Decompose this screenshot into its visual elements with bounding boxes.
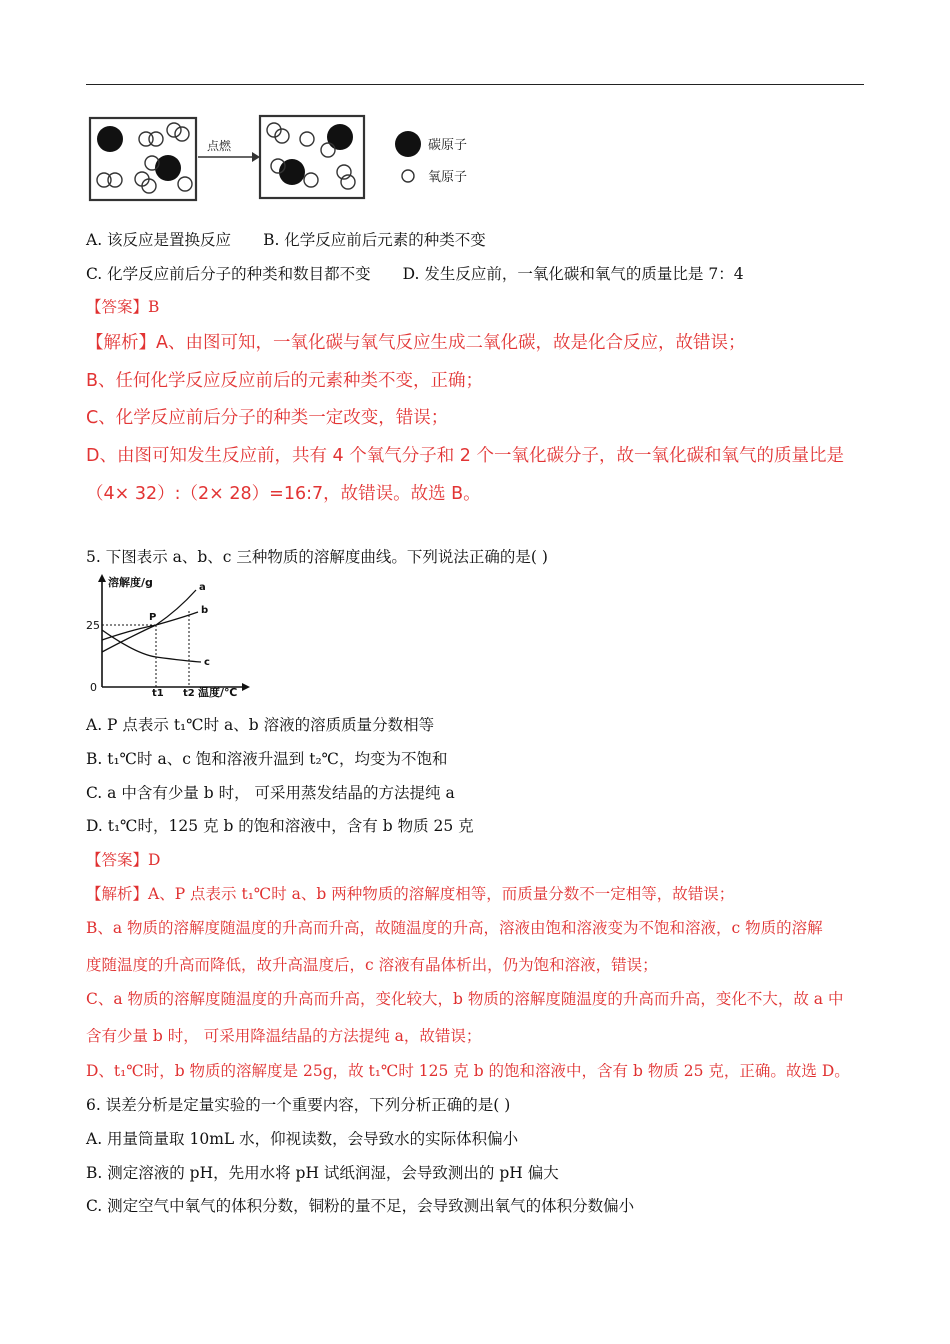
arrow-label: 点燃 — [207, 139, 232, 153]
q4-option-d: D. 发生反应前，一氧化碳和氧气的质量比是 7：4 — [402, 265, 744, 283]
q5-explanation-4: C、a 物质的溶解度随温度的升高而升高，变化较大，b 物质的溶解度随温度的升高而升高，变化不大，故 a 中 — [86, 990, 844, 1008]
oxygen-atom — [149, 132, 163, 146]
q6-stem: 6. 误差分析是定量实验的一个重要内容，下列分析正确的是( ) — [86, 1096, 511, 1114]
carbon-atom — [279, 159, 305, 185]
reaction-diagram — [86, 110, 486, 205]
q4-option-row-2 — [86, 262, 744, 284]
carbon-atom — [97, 126, 123, 152]
q4-explanation-4: D、由图可知发生反应前，共有 4 个氧气分子和 2 个一氧化碳分子，故一氧化碳和氧气的质量比是 — [86, 446, 844, 466]
top-rule — [86, 84, 864, 85]
curve-c-label: c — [204, 657, 210, 668]
q5-explanation-6: D、t₁℃时，b 物质的溶解度是 25g，故 t₁℃时 125 克 b 的饱和溶液中，含有 b 物质 25 克，正确。故选 D。 — [86, 1062, 850, 1080]
q6-option-a: A. 用量筒量取 10mL 水，仰视读数，会导致水的实际体积偏小 — [86, 1130, 519, 1148]
oxygen-atom — [175, 127, 189, 141]
y-axis-label: 溶解度/g — [108, 576, 153, 589]
q6-option-b: B. 测定溶液的 pH，先用水将 pH 试纸润湿，会导致测出的 pH 偏大 — [86, 1164, 559, 1182]
oxygen-atom — [178, 177, 192, 191]
q4-option-b: B. 化学反应前后元素的种类不变 — [263, 231, 486, 249]
q4-explanation-3: C、化学反应前后分子的种类一定改变，错误； — [86, 408, 449, 428]
curve-b-label: b — [201, 605, 209, 616]
y-axis-arrow — [98, 574, 106, 582]
x-axis-label: 温度/℃ — [198, 686, 238, 699]
q5-option-b: B. t₁℃时 a、c 饱和溶液升温到 t₂℃，均变为不饱和 — [86, 750, 448, 768]
q5-explanation-5: 含有少量 b 时， 可采用降温结晶的方法提纯 a，故错误； — [86, 1027, 482, 1045]
q6-option-c: C. 测定空气中氧气的体积分数，铜粉的量不足，会导致测出氧气的体积分数偏小 — [86, 1197, 635, 1215]
curve-a-label: a — [199, 582, 206, 593]
oxygen-atom — [97, 173, 111, 187]
y-tick-25: 25 — [86, 619, 100, 632]
x-axis-arrow — [242, 683, 250, 691]
q5-option-a: A. P 点表示 t₁℃时 a、b 溶液的溶质质量分数相等 — [86, 716, 435, 734]
q4-explanation-5: （4× 32）:（2× 28）=16:7，故错误。故选 B。 — [86, 484, 481, 504]
q4-answer: 【答案】B — [86, 298, 160, 316]
q5-explanation-3: 度随温度的升高而降低，故升高温度后，c 溶液有晶体析出，仍为饱和溶液，错误； — [86, 956, 658, 974]
q5-stem: 5. 下图表示 a、b、c 三种物质的溶解度曲线。下列说法正确的是( ) — [86, 548, 548, 566]
t2-label: t2 — [183, 688, 195, 699]
q4-option-a: A. 该反应是置换反应 — [86, 231, 232, 249]
q5-option-d: D. t₁℃时，125 克 b 的饱和溶液中，含有 b 物质 25 克 — [86, 817, 474, 835]
t1-label: t1 — [152, 688, 164, 699]
origin-label: 0 — [90, 681, 97, 694]
q5-explanation-1: 【解析】A、P 点表示 t₁℃时 a、b 两种物质的溶解度相等，而质量分数不一定相等，故错误； — [86, 885, 735, 903]
legend-oxygen-icon — [402, 170, 414, 182]
legend-oxygen-label: 氧原子 — [428, 170, 468, 185]
q4-option-c: C. 化学反应前后分子的种类和数目都不变 — [86, 265, 371, 283]
q4-option-row-1 — [86, 228, 486, 250]
q5-answer: 【答案】D — [86, 851, 161, 869]
oxygen-atom — [167, 123, 181, 137]
oxygen-atom — [321, 143, 335, 157]
oxygen-atom — [304, 173, 318, 187]
solubility-graph — [86, 572, 256, 702]
q5-option-c: C. a 中含有少量 b 时， 可采用蒸发结晶的方法提纯 a — [86, 784, 455, 802]
q5-explanation-2: B、a 物质的溶解度随温度的升高而升高，故随温度的升高，溶液由饱和溶液变为不饱和溶液，c 物质的溶解 — [86, 919, 823, 937]
legend-carbon-icon — [395, 131, 421, 157]
legend-carbon-label: 碳原子 — [428, 138, 468, 153]
oxygen-atom — [300, 132, 314, 146]
q4-explanation-1: 【解析】A、由图可知，一氧化碳与氧气反应生成二氧化碳，故是化合反应，故错误； — [86, 333, 746, 353]
carbon-atom — [327, 124, 353, 150]
arrow-head — [252, 152, 260, 162]
point-p-label: P — [149, 612, 157, 623]
oxygen-atom — [108, 173, 122, 187]
carbon-atom — [155, 155, 181, 181]
q4-explanation-2: B、任何化学反应反应前后的元素种类不变，正确； — [86, 371, 484, 391]
